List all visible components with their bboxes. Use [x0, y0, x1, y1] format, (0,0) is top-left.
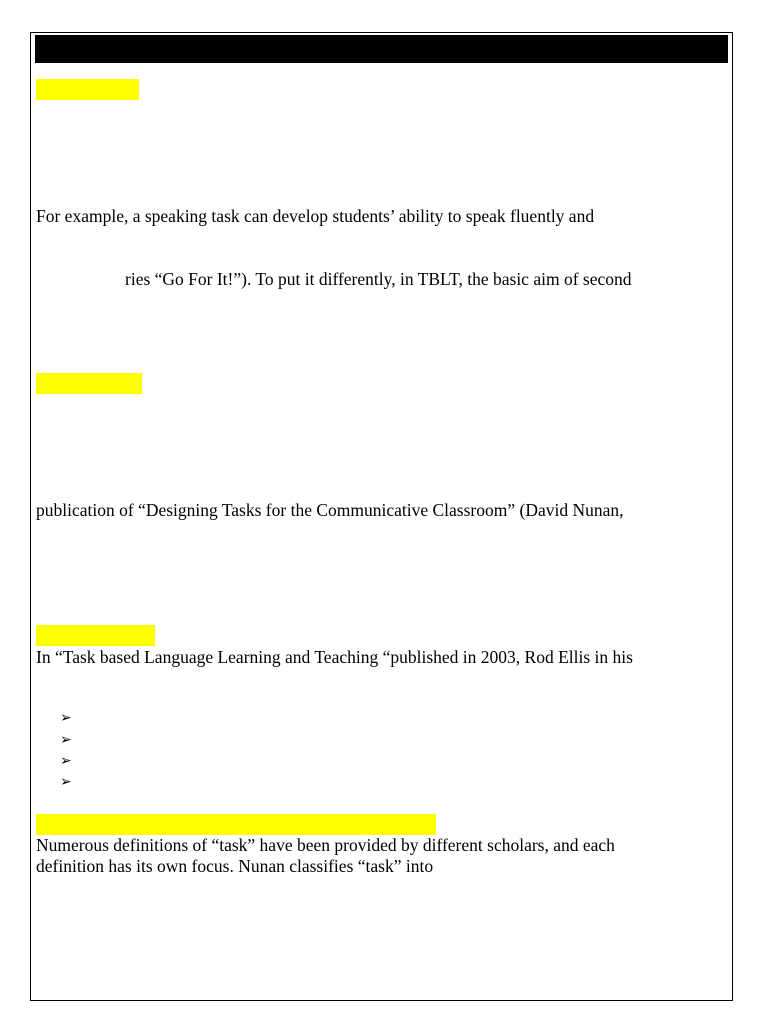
body-line-5: Numerous definitions of “task” have been provided by different scholars, and each — [36, 835, 615, 855]
arrowhead-bullet-icon: ➢ — [60, 753, 72, 769]
title-bar-redacted — [35, 35, 728, 63]
body-line-2: ries “Go For It!”). To put it differently, in TBLT, the basic aim of second — [125, 269, 632, 289]
heading-highlight-3 — [36, 625, 155, 646]
document-page — [30, 32, 733, 1001]
body-line-4: In “Task based Language Learning and Teaching “published in 2003, Rod Ellis in his — [36, 647, 633, 667]
arrowhead-bullet-icon: ➢ — [60, 710, 72, 726]
heading-highlight-2 — [36, 373, 142, 394]
body-line-1: For example, a speaking task can develop students’ ability to speak fluently and — [36, 206, 595, 226]
arrowhead-bullet-icon: ➢ — [60, 732, 72, 748]
body-line-3: publication of “Designing Tasks for the Communicative Classroom” (David Nunan, — [36, 500, 624, 520]
heading-highlight-1 — [36, 79, 139, 100]
body-line-6: definition has its own focus. Nunan classifies “task” into — [36, 856, 434, 876]
arrowhead-bullet-icon: ➢ — [60, 774, 72, 790]
heading-highlight-4 — [36, 814, 436, 835]
